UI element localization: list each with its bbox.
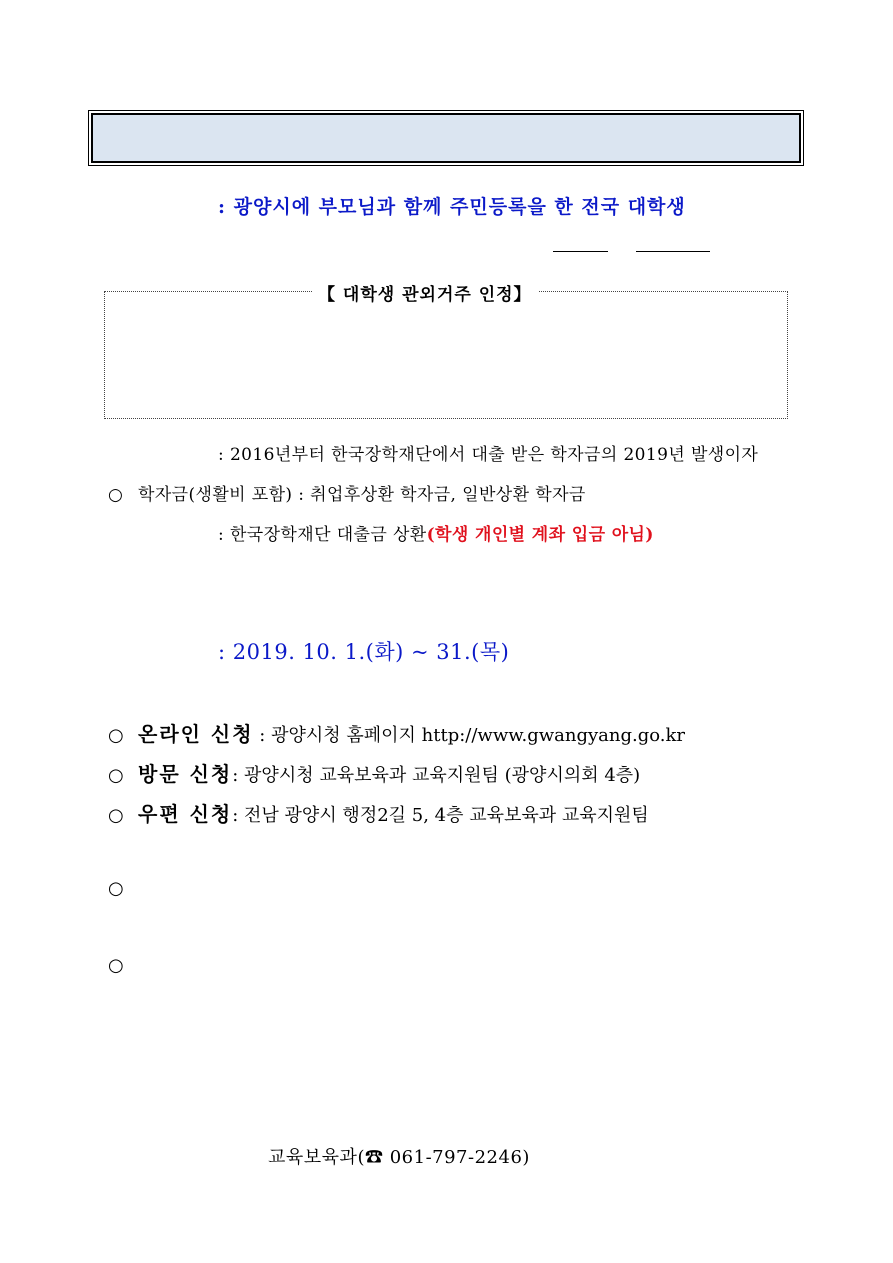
target-text: 광양시에 부모님과 함께 주민등록을 한 전국 대학생 [233, 196, 686, 218]
period-text: 2019. 10. 1.(화) ~ 31.(목) [232, 640, 510, 664]
loan-line [108, 480, 586, 505]
loan-text: 학자금(생활비 포함) : 취업후상환 학자금, 일반상환 학자금 [138, 485, 586, 505]
bullet-icon: ○ [108, 765, 124, 786]
scope-text: 2016년부터 한국장학재단에서 대출 받은 학자금의 2019년 발생이자 [229, 445, 759, 465]
underline-blank-1 [553, 251, 608, 252]
contact-line: 교육보육과(☎ 061-797-2246) [268, 1147, 530, 1168]
recognition-box-title: 【 대학생 관외거주 인정】 [312, 280, 538, 305]
extra-bullet-1: ○ [108, 878, 124, 899]
application-mail-detail: 전남 광양시 행정2길 5, 4층 교육보육과 교육지원팀 [244, 805, 649, 826]
period-line [218, 636, 509, 666]
method-colon: : [218, 525, 225, 545]
application-online-sep: : [253, 725, 272, 746]
contact-department: 교육보육과 [268, 1147, 358, 1168]
underline-blank-2 [636, 251, 710, 252]
target-line [218, 192, 686, 219]
period-colon: : [218, 640, 226, 664]
application-online-detail[interactable]: 광양시청 홈페이지 http://www.gwangyang.go.kr [271, 725, 686, 746]
scope-colon: : [218, 445, 225, 465]
title-box-inner [91, 113, 801, 163]
application-visit-detail: 광양시청 교육보육과 교육지원팀 (광양시의회 4층) [244, 765, 641, 786]
loan-bullet: ○ [108, 485, 124, 505]
phone-icon: ☎ [364, 1147, 384, 1168]
method-line [218, 520, 654, 545]
application-mail-sep: : [232, 805, 245, 826]
bullet-icon: ○ [108, 725, 124, 746]
scope-line [218, 440, 758, 465]
title-box [88, 110, 804, 166]
extra-bullet-2: ○ [108, 955, 124, 976]
contact-phone: 061-797-2246 [389, 1147, 523, 1168]
application-online [108, 718, 685, 747]
application-visit [108, 758, 640, 787]
method-note: (학생 개인별 계좌 입금 아님) [426, 525, 654, 545]
recognition-box [104, 291, 788, 419]
application-visit-sep: : [232, 765, 245, 786]
method-text: 한국장학재단 대출금 상환 [229, 525, 427, 545]
application-online-label: 온라인 신청 [138, 722, 254, 746]
application-visit-label: 방문 신청 [138, 762, 233, 786]
application-mail [108, 798, 649, 827]
application-mail-label: 우편 신청 [138, 802, 233, 826]
bullet-icon: ○ [108, 805, 124, 826]
target-colon: : [218, 196, 227, 218]
